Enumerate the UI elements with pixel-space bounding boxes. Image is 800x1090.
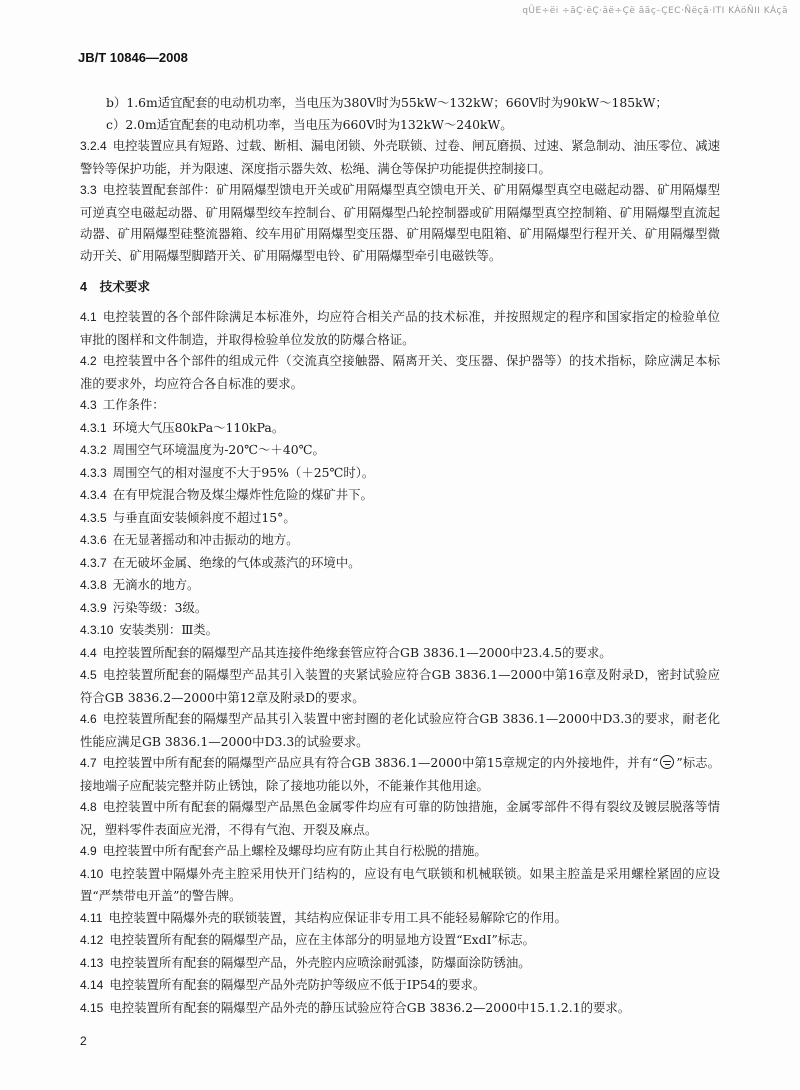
paragraph xyxy=(80,114,720,136)
paragraph xyxy=(80,92,720,114)
clause-item xyxy=(80,507,720,530)
clause-number: 4.3.10 xyxy=(80,623,114,637)
section-heading: 4 技术要求 xyxy=(80,280,150,294)
clause-item xyxy=(80,619,720,642)
clause-text: 在有甲烷混合物及煤尘爆炸性危险的煤矿井下。 xyxy=(112,487,373,502)
clause-text: 工作条件： xyxy=(102,397,165,412)
clause-list xyxy=(80,306,720,1019)
clause-text: 电控装置中所有配套产品上螺栓及螺母均应有防止其自行松脱的措施。 xyxy=(102,843,487,858)
clause-text: 电控装置应具有短路、过载、断相、漏电闭锁、外壳联锁、过卷、闸瓦磨损、过速、紧急制动、油压零位、减速警铃等保护功能，并为限速、深度指示器失效、松绳、满仓等保护功能提供控制接口。 xyxy=(80,138,720,176)
paragraph-text: b）1.6m适宜配套的电动机功率，当电压为380V时为55kW～132kW；660V时为90kW～185kW； xyxy=(106,95,668,110)
clause-item xyxy=(80,863,720,907)
clause-item-4-7 xyxy=(80,752,720,796)
clause-number: 4.3.6 xyxy=(80,533,107,547)
clause-number: 4.3.9 xyxy=(80,600,107,615)
clause-item xyxy=(80,350,720,394)
header-mark: qÜE÷ëi ÷ãÇ·ëÇ·äë÷Çë ããç–ÇEC·Ñëçã·ITI KÁöÑII KÁçã xyxy=(522,6,788,16)
clause-number: 3.2.4 xyxy=(80,139,107,153)
clause-text: 电控装置所配套的隔爆型产品其连接件绝缘套管应符合GB 3836.1—2000中23.4.5的要求。 xyxy=(102,644,612,660)
page-content xyxy=(80,92,720,1019)
clause-text: 电控装置所有配套的隔爆型产品外壳的静压试验应符合GB 3836.2—2000中15.1.2.1的要求。 xyxy=(109,999,631,1015)
clause-number: 4.3.5 xyxy=(80,510,107,525)
clause-item xyxy=(80,907,720,930)
clause-text: 环境大气压80kPa～110kPa。 xyxy=(112,419,285,435)
clause-item xyxy=(80,529,720,552)
clause-item xyxy=(80,708,720,752)
clause-item xyxy=(80,796,720,840)
clause-number: 4.4 xyxy=(80,645,97,660)
clause-number: 4.5 xyxy=(80,668,97,682)
clause-number: 4.1 xyxy=(80,310,97,324)
clause-number: 4.3.8 xyxy=(80,578,107,592)
clause-item xyxy=(80,597,720,620)
clause-number: 4.3.1 xyxy=(80,420,107,435)
clause-text: 电控装置所配套的隔爆型产品其引入装置中密封圈的老化试验应符合GB 3836.1—2000中D3.3的要求，耐老化性能应满足GB 3836.1—2000中D3.3的试验要求。 xyxy=(80,711,720,749)
clause-item xyxy=(80,664,720,708)
clause-item xyxy=(80,642,720,665)
clause-item xyxy=(80,974,720,997)
clause-number: 4.12 xyxy=(80,933,104,947)
clause-text: 周围空气环境温度为-20℃～＋40℃。 xyxy=(112,442,325,457)
clause-text: 电控装置的各个部件除满足本标准外，均应符合相关产品的技术标准，并按照规定的程序和国家指定的检验单位审批的图样和文件制造，并取得检验单位发放的防爆合格证。 xyxy=(80,309,720,347)
clause-text: 周围空气的相对湿度不大于95%（＋25℃时）。 xyxy=(112,464,375,480)
clause-text: 电控装置所有配套的隔爆型产品外壳防护等级应不低于IP54的要求。 xyxy=(109,977,486,992)
clause-text: 电控装置所有配套的隔爆型产品，外壳腔内应喷涂耐弧漆，防爆面涂防锈油。 xyxy=(109,954,531,970)
paragraph-text: c）2.0m适宜配套的电动机功率，当电压为660V时为132kW～240kW。 xyxy=(106,116,513,132)
clause-text: 电控装置所有配套的隔爆型产品，应在主体部分的明显地方设置“ExdI”标志。 xyxy=(109,932,535,947)
clause-number: 4.9 xyxy=(80,844,97,858)
clause-3-2-4 xyxy=(80,135,720,179)
clause-number: 4.11 xyxy=(80,910,103,925)
clause-item xyxy=(80,439,720,462)
clause-item xyxy=(80,574,720,597)
clause-item xyxy=(80,306,720,350)
clause-number: 4.6 xyxy=(80,712,97,726)
page-number: 2 xyxy=(80,1034,87,1048)
clause-item xyxy=(80,462,720,485)
clause-item xyxy=(80,929,720,952)
clause-text: 电控装置中所有配套的隔爆型产品应具有符合GB 3836.1—2000中第15章规定的内外接地件，并有“ xyxy=(102,755,659,770)
clause-text: 电控装置配套部件：矿用隔爆型馈电开关或矿用隔爆型真空馈电开关、矿用隔爆型真空电磁起动器、矿用隔爆型可逆真空电磁起动器、矿用隔爆型绞车控制台、矿用隔爆型凸轮控制器或矿用隔爆型真空控制箱、矿用隔爆型直流起动器、矿用隔爆型硅整流器箱、绞车用矿用隔爆型变压器、矿用隔爆型电阻箱、矿用隔爆型行程开关、矿用隔爆型微动开关、矿用隔爆型脚踏开关、矿用隔爆型电铃、矿用隔爆型牵引电磁铁等。 xyxy=(80,182,720,263)
clause-item xyxy=(80,484,720,507)
clause-text: 在无显著摇动和冲击振动的地方。 xyxy=(112,532,299,547)
clause-number: 4.3.2 xyxy=(80,443,107,457)
clause-item xyxy=(80,952,720,975)
clause-text: 污染等级：3级。 xyxy=(112,599,208,615)
clause-text: 与垂直面安装倾斜度不超过15°。 xyxy=(112,509,296,525)
clause-item xyxy=(80,394,720,417)
clause-number: 4.3.7 xyxy=(80,555,107,570)
clause-number: 4.7 xyxy=(80,756,97,770)
clause-number: 4.3.4 xyxy=(80,488,107,502)
clause-text: 安装类别：Ⅲ类。 xyxy=(119,622,219,637)
clause-text: ”标志。接地端子应配装完整并防止锈蚀，除了接地功能以外，不能兼作其他用途。 xyxy=(80,755,720,793)
clause-number: 4.3.3 xyxy=(80,465,107,480)
clause-text: 电控装置中隔爆外壳主腔采用快开门结构的，应设有电气联锁和机械联锁。如果主腔盖是采用螺栓紧固的应设置“严禁带电开盖”的警告牌。 xyxy=(80,865,720,903)
clause-text: 电控装置中隔爆外壳的联锁装置，其结构应保证非专用工具不能轻易解除它的作用。 xyxy=(108,909,567,925)
clause-number: 4.15 xyxy=(80,1000,104,1015)
clause-number: 4.2 xyxy=(80,354,97,368)
clause-item xyxy=(80,997,720,1020)
clause-number: 3.3 xyxy=(80,183,97,197)
ground-symbol-icon xyxy=(660,755,674,769)
clause-number: 4.14 xyxy=(80,978,104,992)
clause-text: 电控装置中各个部件的组成元件（交流真空接触器、隔离开关、变压器、保护器等）的技术指标，除应满足本标准的要求外，均应符合各自标准的要求。 xyxy=(80,353,720,391)
clause-number: 4.13 xyxy=(80,955,104,970)
clause-text: 在无破坏金属、绝缘的气体或蒸汽的环境中。 xyxy=(112,554,361,570)
clause-3-3 xyxy=(80,179,720,266)
clause-number: 4.8 xyxy=(80,800,97,814)
standard-number: JB/T 10846—2008 xyxy=(78,50,188,65)
clause-text: 电控装置所配套的隔爆型产品其引入装置的夹紧试验应符合GB 3836.1—2000中第16章及附录D，密封试验应符合GB 3836.2—2000中第12章及附录D的要求。 xyxy=(80,667,720,705)
clause-text: 无滴水的地方。 xyxy=(112,577,200,592)
clause-item xyxy=(80,417,720,440)
clause-number: 4.10 xyxy=(80,866,104,881)
clause-item xyxy=(80,840,720,863)
clause-item xyxy=(80,552,720,575)
clause-text: 电控装置中所有配套的隔爆型产品黑色金属零件均应有可靠的防蚀措施，金属零部件不得有裂纹及镀层脱落等情况，塑料零件表面应光滑，不得有气泡、开裂及麻点。 xyxy=(80,799,720,837)
clause-number: 4.3 xyxy=(80,398,97,412)
